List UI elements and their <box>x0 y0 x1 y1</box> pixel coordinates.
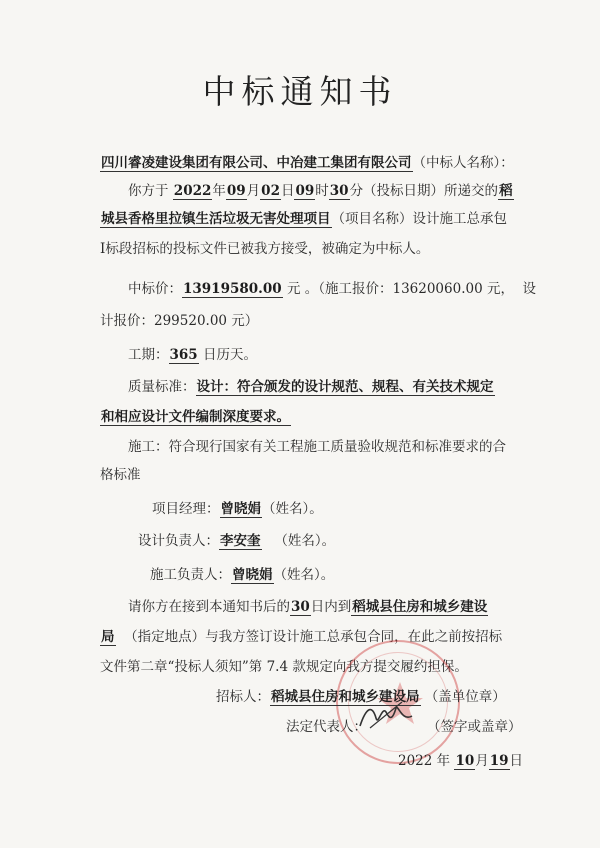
quality-line-2 <box>100 408 291 426</box>
pm-suffix: （姓名）。 <box>262 501 323 517</box>
pm-label: 项目经理： <box>152 501 220 517</box>
date-day: 19 <box>489 753 509 769</box>
instruction-line-3: 文件第二章“投标人须知”第 7.4 款规定向我方提交履约担保。 <box>100 659 468 675</box>
minute-unit: 分（投标日期）所递交的 <box>349 183 499 199</box>
design-lead-name: 李安奎 <box>220 533 261 549</box>
price-label: 中标价： <box>128 281 182 297</box>
pm-name: 曾晓娟 <box>220 501 261 517</box>
period-line <box>128 346 257 364</box>
bid-day: 02 <box>261 183 280 199</box>
date-day-unit: 日 <box>509 753 524 769</box>
legal-rep-line <box>286 718 522 736</box>
quality-label: 质量标准： <box>128 379 196 395</box>
intro-line-2 <box>100 210 507 228</box>
date-year: 2022 <box>398 753 433 769</box>
date-month-unit: 月 <box>475 753 489 769</box>
sign-place: 稻城县住房和城乡建设 <box>352 599 488 615</box>
quality-design-a: 设计：符合颁发的设计规范、规程、有关技术规定 <box>196 379 494 395</box>
tenderer-suffix: （盖单位章） <box>424 689 506 705</box>
sign-days: 30 <box>291 599 310 615</box>
sign-place-end: 局 <box>101 629 115 645</box>
intro-line-1 <box>128 182 514 200</box>
day-unit: 日 <box>280 183 295 199</box>
tenderer-label: 招标人： <box>216 689 270 705</box>
period-unit: 日历天。 <box>202 347 257 363</box>
project-name: 城县香格里拉镇生活垃圾无害处理项目 <box>101 211 331 227</box>
design-lead-label: 设计负责人： <box>138 533 219 549</box>
hour-unit: 时 <box>315 183 329 199</box>
construction-lead-name: 曾晓娟 <box>232 567 273 583</box>
instruction-line-1 <box>128 598 488 616</box>
price-line-1 <box>128 280 536 298</box>
quality-line-1 <box>128 378 495 396</box>
issue-date <box>398 752 523 770</box>
price-line-2: 计报价：299520.00 元） <box>100 313 259 329</box>
date-year-unit: 年 <box>436 753 451 769</box>
project-manager-line <box>152 500 323 518</box>
document-title: 中标通知书 <box>202 72 398 111</box>
bid-year: 2022 <box>173 183 212 199</box>
recipient-suffix: （中标人名称）： <box>412 155 514 171</box>
construction-lead-suffix: （姓名）。 <box>273 567 335 583</box>
construction-lead-label: 施工负责人： <box>150 567 231 583</box>
instruction-text-a: 请你方在接到本通知书后的 <box>128 599 290 615</box>
recipient-companies: 四川睿凌建设集团有限公司、中冶建工集团有限公司 <box>101 155 412 171</box>
intro-text: 你方于 <box>128 183 169 199</box>
instruction-text-b: 日内到 <box>310 599 352 615</box>
intro-line-3: Ⅰ标段招标的投标文件已被我方接受，被确定为中标人。 <box>100 241 430 257</box>
instruction-text-c: （指定地点）与我方签订设计施工总承包合同，在此之前按招标 <box>124 629 503 645</box>
legal-rep-label: 法定代表人： <box>286 719 367 735</box>
bid-month: 09 <box>226 183 246 199</box>
period-label: 工期： <box>128 347 169 363</box>
design-lead-suffix: （姓名）。 <box>274 533 336 549</box>
construction-lead-line <box>150 566 334 584</box>
design-price-label: 设 <box>522 281 537 297</box>
period-value: 365 <box>169 347 198 363</box>
project-suffix: （项目名称）设计施工总承包 <box>331 211 507 227</box>
year-unit: 年 <box>212 183 226 199</box>
winning-price: 13919580.00 <box>183 281 282 297</box>
bid-minute: 30 <box>329 183 349 199</box>
recipient-line <box>100 154 514 172</box>
quality-line-3: 施工：符合现行国家有关工程施工质量验收规范和标准要求的合 <box>128 439 506 455</box>
date-month: 10 <box>455 753 475 769</box>
tenderer-name: 稻城县住房和城乡建设局 <box>271 689 420 705</box>
quality-line-4: 格标准 <box>100 467 141 483</box>
legal-rep-suffix: （签字或盖章） <box>427 719 522 735</box>
project-name-start: 稻 <box>499 183 513 199</box>
price-detail: 元 。（施工报价：13620060.00 元， <box>286 281 514 297</box>
design-lead-line <box>138 532 335 550</box>
bid-hour: 09 <box>295 183 315 199</box>
quality-design-b: 和相应设计文件编制深度要求。 <box>101 409 290 425</box>
month-unit: 月 <box>246 183 261 199</box>
